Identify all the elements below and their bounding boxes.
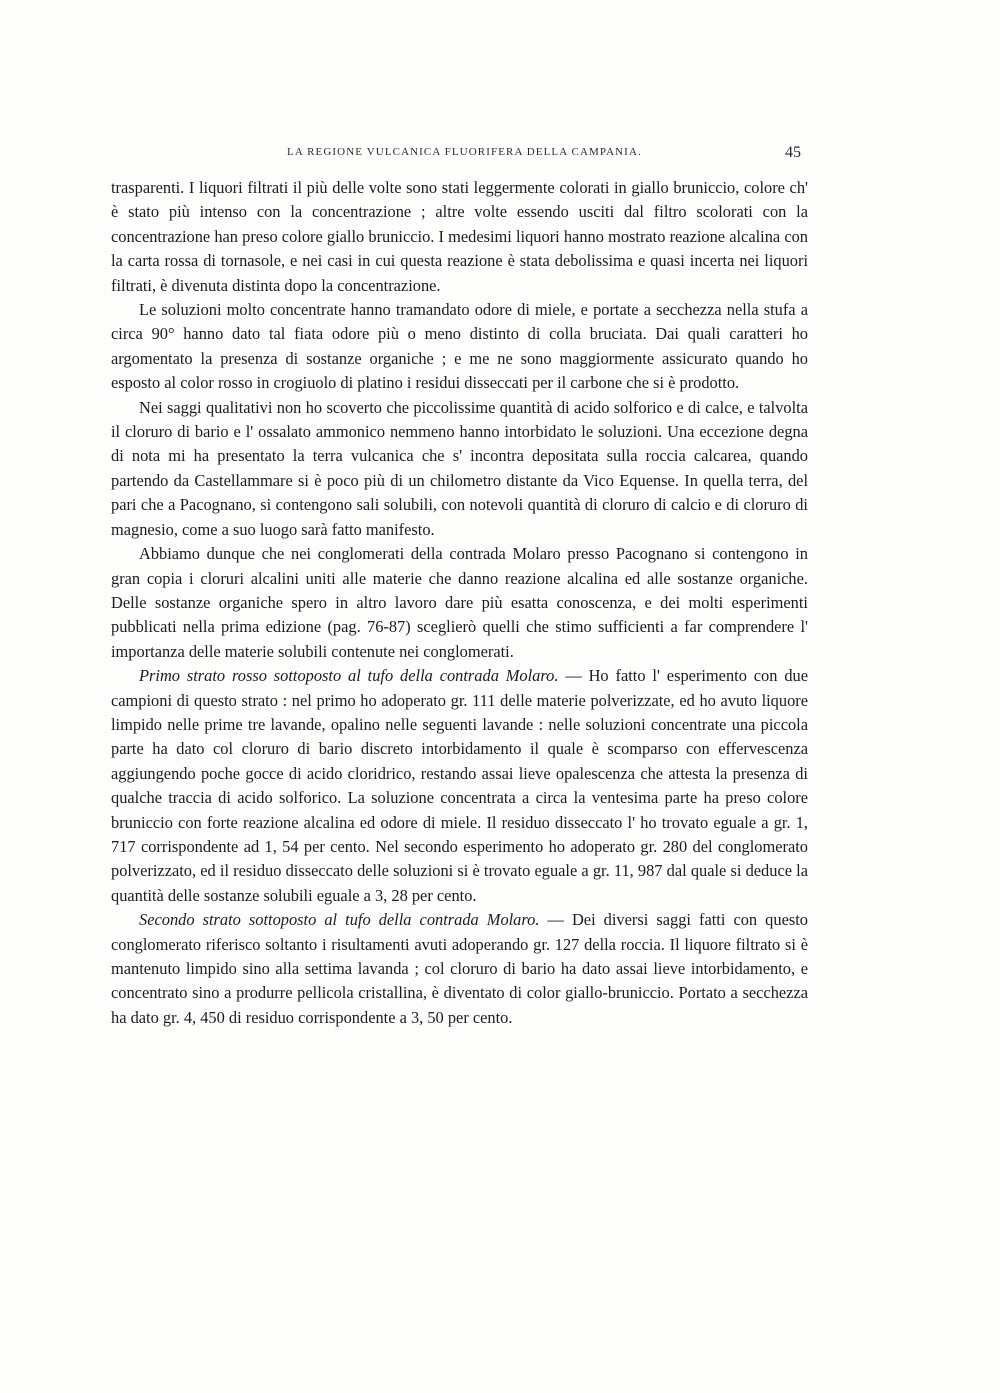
paragraph-1-text: trasparenti. I liquori filtrati il più delle volte sono stati leggermente colorati in giallo bruniccio, colore ch' è stato più intenso con la concentrazione ; altre volte essendo usciti dal filtro scolorati con la concentrazione han preso colore giallo bruniccio. I medesimi liquori hanno mostrato reazione alcalina con la carta rossa di tornasole, e nei casi in cui questa reazione è stata debolissima e quasi incerta nei liquori filtrati, è divenuta distinta dopo la concentrazione. [111, 178, 808, 295]
section-lead-primo-strato: Primo strato rosso sottoposto al tufo della contrada Molaro. [139, 666, 559, 686]
paragraph-4-text: Abbiamo dunque che nei conglomerati della contrada Molaro presso Pacognano si contengono in gran copia i cloruri alcalini uniti alle materie che danno reazione alcalina ed alle sostanze organiche. Delle sostanze organiche spero in altro lavoro dare più esatta conoscenza, e dei molti esperimenti pubblicati nella prima edizione (pag. 76-87) sceglierò quelli che stimo sufficienti a far comprendere l' importanza delle materie solubili contenute nei conglomerati. [111, 544, 808, 661]
paragraph-5-text: — Ho fatto l' esperimento con due campioni di questo strato : nel primo ho adoperato gr. 111 delle materie polverizzate, ed ho avuto liquore limpido nelle prime tre lavande, opalino nelle seguenti lavande : nelle soluzioni concentrate una piccola parte ha dato col cloruro di bario discreto intorbidamento il quale è scomparso con effervescenza aggiungendo poche gocce di acido cloridrico, restando assai lieve opalescenza che attesta la presenza di qualche traccia di acido solforico. La soluzione concentrata a circa la ventesima parte ha preso colore bruniccio con forte reazione alcalina ed odore di miele. Il residuo disseccato l' ho trovato eguale a gr. 1, 717 corrispondente ad 1, 54 per cento. Nel secondo esperimento ho adoperato gr. 280 del conglomerato polverizzato, ed il residuo disseccato delle soluzioni si è trovato eguale a gr. 11, 987 dal quale si deduce la quantità delle sostanze solubili eguale a 3, 28 per cento. [111, 666, 808, 905]
paragraph-2 [111, 298, 808, 396]
page-number: 45 [785, 144, 801, 161]
paragraph-3 [111, 396, 808, 542]
paragraph-3-text: Nei saggi qualitativi non ho scoverto che piccolissime quantità di acido solforico e di calce, e talvolta il cloruro di bario e l' ossalato ammonico nemmeno hanno intorbidato le soluzioni. Una eccezione degna di nota mi ha presentato la terra vulcanica che s' incontra depositata sulla roccia calcarea, quando partendo da Castellammare si è poco più di un chilometro distante da Vico Equense. In quella terra, del pari che a Pacognano, si contengono sali solubili, con notevoli quantità di cloruro di calcio e di cloruro di magnesio, come a suo luogo sarà fatto manifesto. [111, 397, 808, 539]
paragraph-6-text: — Dei diversi saggi fatti con questo conglomerato riferisco soltanto i risultamenti avuti adoperando gr. 127 della roccia. Il liquore filtrato si è mantenuto limpido sino alla settima lavanda ; col cloruro di bario ha dato assai lieve intorbidamento, e concentrato sino a produrre pellicola cristallina, è diventato di color giallo-bruniccio. Portato a secchezza ha dato gr. 4, 450 di residuo corrispondente a 3, 50 per cento. [111, 910, 808, 1027]
paragraph-1 [111, 176, 808, 298]
section-lead-secondo-strato: Secondo strato sottoposto al tufo della contrada Molaro. [139, 910, 540, 930]
paragraph-5 [111, 664, 808, 908]
paragraph-6 [111, 908, 808, 1030]
body-text [111, 176, 808, 1030]
paragraph-4 [111, 542, 808, 664]
running-title: LA REGIONE VULCANICA FLUORIFERA DELLA CAMPANIA. [287, 146, 642, 158]
paragraph-2-text: Le soluzioni molto concentrate hanno tramandato odore di miele, e portate a secchezza nella stufa a circa 90° hanno dato tal fiata odore più o meno distinto di colla bruciata. Dai quali caratteri ho argomentato la presenza di sostanze organiche ; e me ne sono maggiormente assicurato quando ho esposto al color rosso in crogiuolo di platino i residui disseccati per il carbone che si è prodotto. [111, 300, 808, 393]
